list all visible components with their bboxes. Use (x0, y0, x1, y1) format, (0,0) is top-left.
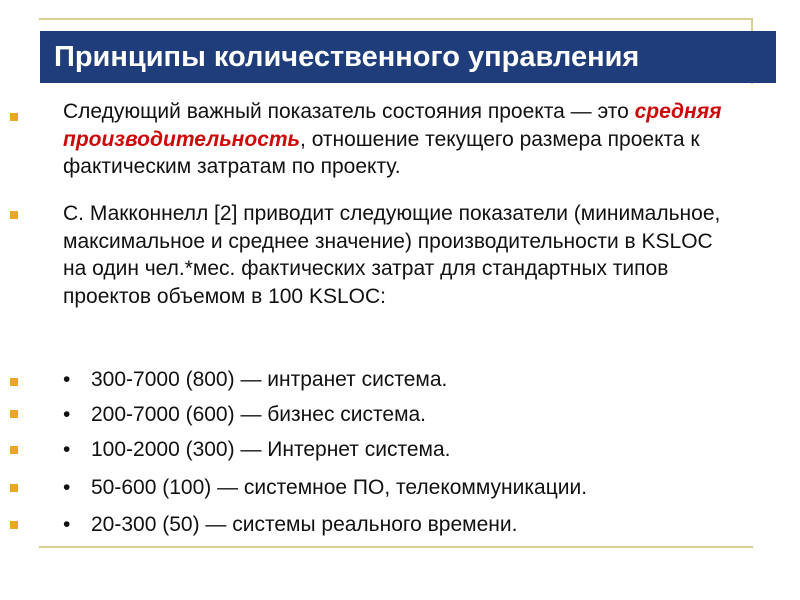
emphasis-term: средняя производительность (63, 100, 722, 151)
title-banner (40, 31, 776, 83)
list-item-text: 20-300 (50) — системы реального времени. (91, 513, 518, 536)
list-item-text: 50-600 (100) — системное ПО, телекоммуникации. (91, 476, 588, 499)
top-rule (39, 18, 753, 20)
list-item-text: 300-7000 (800) — интранет система. (91, 368, 448, 391)
paragraph-text: , отношение текущего размера проекта к фактическим затратам по проекту. (63, 127, 700, 178)
bullet-square-icon (10, 113, 18, 121)
paragraph-productivity (63, 98, 763, 181)
list-item (63, 474, 587, 502)
bullet-dot: • (63, 438, 71, 461)
list-item-text: 200-7000 (600) — бизнес система. (91, 403, 427, 426)
bullet-dot: • (63, 403, 71, 426)
bullet-square-icon (10, 446, 18, 454)
list-item (63, 436, 450, 464)
bullet-square-icon (10, 410, 18, 418)
bottom-rule (39, 546, 753, 548)
list-item (63, 511, 517, 539)
bullet-square-icon (10, 211, 18, 219)
bullet-dot: • (63, 513, 71, 536)
slide-title: Принципы количественного управления (54, 40, 640, 73)
paragraph-mcconnell (63, 200, 729, 310)
paragraph-text: С. Макконнелл [2] приводит следующие показатели (минимальное, максимальное и среднее значение) производительности в KSLOC на один чел.*мес. фактических затрат для стандартных типов проектов объемом в 100 KSLOC: (63, 202, 721, 308)
bullet-dot: • (63, 476, 71, 499)
paragraph-text: Следующий важный показатель состояния проекта — это (63, 100, 635, 123)
list-item (63, 401, 426, 429)
list-item (63, 366, 447, 394)
bullet-square-icon (10, 521, 18, 529)
bullet-square-icon (10, 378, 18, 386)
bullet-square-icon (10, 484, 18, 492)
bullet-dot: • (63, 368, 71, 391)
list-item-text: 100-2000 (300) — Интернет система. (91, 438, 451, 461)
